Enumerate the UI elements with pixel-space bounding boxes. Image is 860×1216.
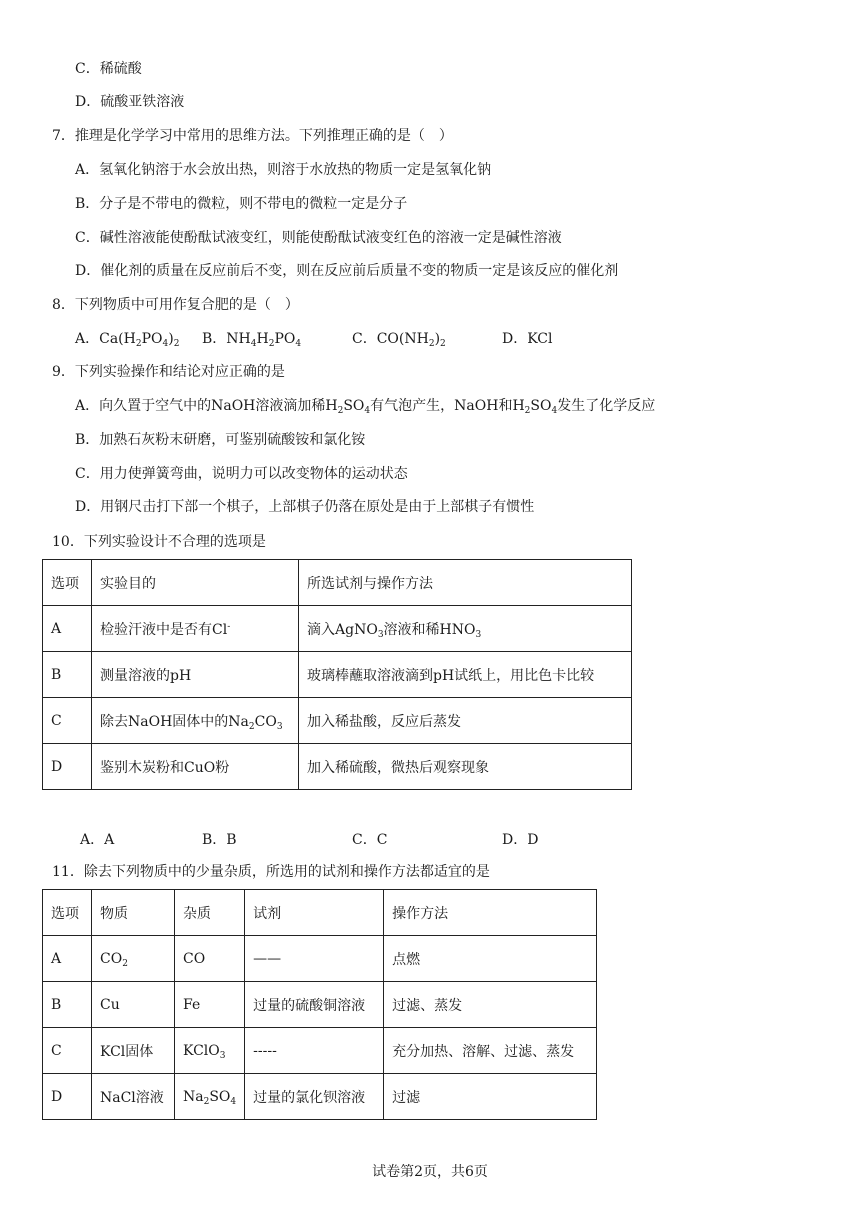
- q8-option-a: A．$Ca(H_2PO_4)_2$: [75, 331, 180, 349]
- cell-option: B: [43, 982, 92, 1028]
- option-c: C．稀硫酸: [75, 61, 142, 77]
- q8-option-c: C．$CO(NH_2)_2$: [352, 331, 446, 349]
- header-method: 所选试剂与操作方法: [299, 560, 632, 606]
- cell-impurity: KClO$_3$: [175, 1028, 245, 1074]
- cell-reagent: -----: [245, 1028, 384, 1074]
- cell-option: C: [43, 698, 92, 744]
- cell-method: 加入稀硫酸，微热后观察现象: [299, 744, 632, 790]
- cell-purpose: 检验汗液中是否有Cl-: [92, 606, 299, 652]
- cell-purpose: 鉴别木炭粉和CuO粉: [92, 744, 299, 790]
- cell-method: 过滤、蒸发: [384, 982, 597, 1028]
- cell-impurity: $Na_2SO_4$: [175, 1074, 245, 1120]
- q8-option-d: D．KCl: [502, 331, 553, 347]
- cell-purpose: 除去NaOH固体中的$Na_2CO_3$: [92, 698, 299, 744]
- q9-option-b: B．加熟石灰粉末研磨，可鉴别硫酸铵和氯化铵: [75, 432, 366, 448]
- q10-answer-d: D．D: [502, 832, 539, 848]
- q10-answer-c: C．C: [352, 832, 388, 848]
- cell-method: 滴入AgNO$_3$溶液和稀$HNO_3$: [299, 606, 632, 652]
- question-9-stem: 9．下列实验操作和结论对应正确的是: [52, 364, 285, 380]
- header-impurity: 杂质: [175, 890, 245, 936]
- cell-substance: NaCl溶液: [92, 1074, 175, 1120]
- table-row: [43, 982, 597, 1028]
- cell-substance: $CO_2$: [92, 936, 175, 982]
- question-7-stem: 7．推理是化学学习中常用的思维方法。下列推理正确的是（ ）: [52, 128, 453, 144]
- header-option: 选项: [43, 560, 92, 606]
- q9-option-a: A．向久置于空气中的NaOH溶液滴加稀$H_2SO_4$有气泡产生，NaOH和$H_2SO_4$发生了化学反应: [75, 398, 656, 416]
- q9-option-c: C．用力使弹簧弯曲，说明力可以改变物体的运动状态: [75, 466, 408, 482]
- table-row: [43, 652, 632, 698]
- cell-method: 过滤: [384, 1074, 597, 1120]
- cell-impurity: CO: [175, 936, 245, 982]
- header-method: 操作方法: [384, 890, 597, 936]
- cell-reagent: 过量的硫酸铜溶液: [245, 982, 384, 1028]
- table-row: [43, 698, 632, 744]
- q7-option-c: C．碱性溶液能使酚酞试液变红，则能使酚酞试液变红色的溶液一定是碱性溶液: [75, 230, 562, 246]
- q7-option-b: B．分子是不带电的微粒，则不带电的微粒一定是分子: [75, 196, 408, 212]
- table-header-row: [43, 890, 597, 936]
- cell-reagent: 过量的氯化钡溶液: [245, 1074, 384, 1120]
- table-row: [43, 606, 632, 652]
- cell-option: A: [43, 606, 92, 652]
- q11-table: [42, 889, 597, 1120]
- cell-substance: Cu: [92, 982, 175, 1028]
- header-reagent: 试剂: [245, 890, 384, 936]
- question-8-stem: 8．下列物质中可用作复合肥的是（ ）: [52, 297, 299, 313]
- cell-option: A: [43, 936, 92, 982]
- cell-option: D: [43, 744, 92, 790]
- cell-method: 点燃: [384, 936, 597, 982]
- q10-answer-b: B．B: [202, 832, 237, 848]
- header-option: 选项: [43, 890, 92, 936]
- header-substance: 物质: [92, 890, 175, 936]
- table-row: [43, 936, 597, 982]
- header-purpose: 实验目的: [92, 560, 299, 606]
- cell-option: C: [43, 1028, 92, 1074]
- q10-answer-a: A．A: [80, 832, 115, 848]
- q9-option-d: D．用钢尺击打下部一个棋子，上部棋子仍落在原处是由于上部棋子有惯性: [75, 499, 535, 515]
- question-10-stem: 10．下列实验设计不合理的选项是: [52, 534, 266, 550]
- q7-option-a: A．氢氧化钠溶于水会放出热，则溶于水放热的物质一定是氢氧化钠: [75, 162, 492, 178]
- page-footer: 试卷第2页，共6页: [372, 1164, 488, 1180]
- q7-option-d: D．催化剂的质量在反应前后不变，则在反应前后质量不变的物质一定是该反应的催化剂: [75, 263, 619, 279]
- option-d: D．硫酸亚铁溶液: [75, 94, 185, 110]
- cell-method: 玻璃棒蘸取溶液滴到pH试纸上，用比色卡比较: [299, 652, 632, 698]
- q10-table: [42, 559, 632, 790]
- table-row: [43, 744, 632, 790]
- cell-method: 加入稀盐酸，反应后蒸发: [299, 698, 632, 744]
- cell-impurity: Fe: [175, 982, 245, 1028]
- table-row: [43, 1028, 597, 1074]
- cell-purpose: 测量溶液的pH: [92, 652, 299, 698]
- q8-option-b: B．$NH_4H_2PO_4$: [202, 331, 302, 349]
- cell-option: D: [43, 1074, 92, 1120]
- table-header-row: [43, 560, 632, 606]
- cell-method: 充分加热、溶解、过滤、蒸发: [384, 1028, 597, 1074]
- question-11-stem: 11．除去下列物质中的少量杂质，所选用的试剂和操作方法都适宜的是: [52, 864, 490, 880]
- table-row: [43, 1074, 597, 1120]
- cell-reagent: ——: [245, 936, 384, 982]
- cell-substance: KCl固体: [92, 1028, 175, 1074]
- cell-option: B: [43, 652, 92, 698]
